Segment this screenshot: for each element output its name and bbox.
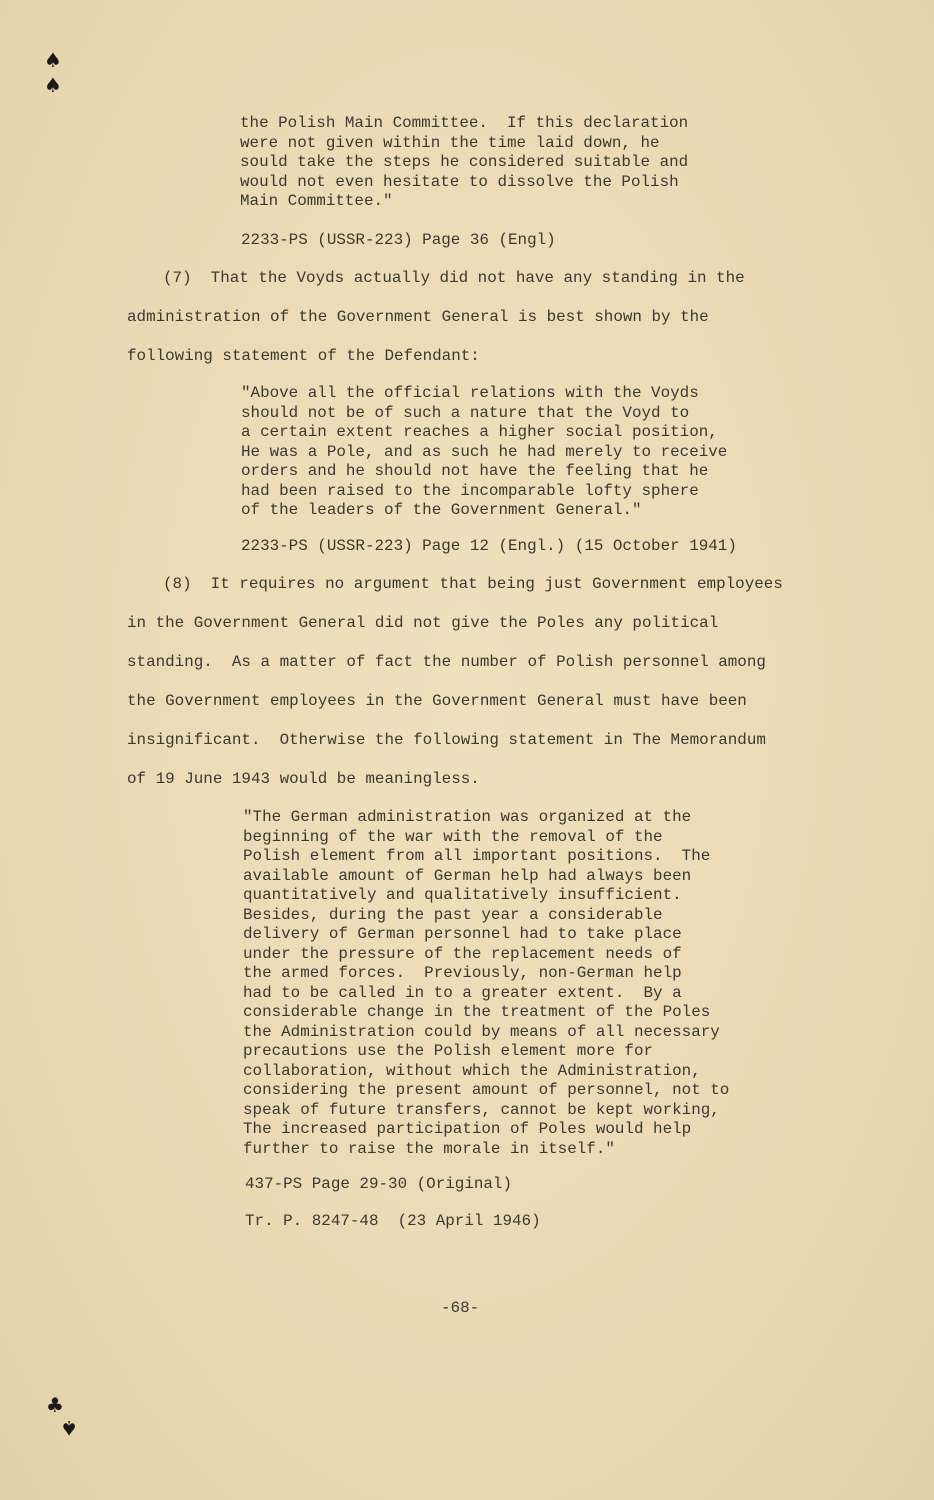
text-line: orders and he should not have the feeling that he — [241, 462, 709, 480]
text-line: insignificant. Otherwise the following statement in The Memorandum — [127, 731, 766, 749]
page-number: -68- — [441, 1299, 480, 1317]
text-line: delivery of German personnel had to take place — [243, 925, 682, 943]
text-line: (7) That the Voyds actually did not have any standing in the — [163, 269, 745, 287]
text-line: Polish element from all important positions. The — [243, 847, 711, 865]
text-line: "The German administration was organized at the — [243, 808, 692, 826]
text-line: would not even hesitate to dissolve the Polish — [240, 172, 679, 191]
text-line: the Government employees in the Government General must have been — [127, 692, 747, 710]
text-line: had been raised to the incomparable lofty sphere — [241, 481, 699, 500]
quote-block-2 — [241, 384, 727, 521]
text-line: following statement of the Defendant: — [127, 347, 480, 365]
text-line: further to raise the morale in itself." — [243, 1139, 615, 1158]
binding-mark-icon: ♣ — [46, 1393, 64, 1417]
text-line: He was a Pole, and as such he had merely to receive — [241, 442, 728, 461]
text-line: precautions use the Polish element more for — [243, 1042, 654, 1060]
text-line: under the pressure of the replacement needs of — [243, 944, 682, 963]
text-line: speak of future transfers, cannot be kept working, — [243, 1100, 720, 1119]
text-line: the Polish Main Committee. If this declaration — [240, 114, 689, 132]
binding-mark-icon: ♠ — [44, 73, 62, 97]
citation-2: 2233-PS (USSR-223) Page 12 (Engl.) (15 October 1941) — [241, 537, 737, 555]
text-line: Main Committee." — [240, 192, 393, 210]
text-line: of the leaders of the Government General." — [241, 501, 642, 519]
text-line: The increased participation of Poles would help — [243, 1120, 692, 1138]
text-line: should not be of such a nature that the Voyd to — [241, 403, 690, 422]
paragraph-8 — [127, 575, 783, 809]
text-line: (8) It requires no argument that being just Government employees — [163, 575, 783, 593]
text-line: considerable change in the treatment of the Poles — [243, 1003, 711, 1021]
text-line: standing. As a matter of fact the number of Polish personnel among — [127, 653, 766, 671]
binding-mark-icon: ♠ — [44, 48, 62, 72]
citation-4: Tr. P. 8247-48 (23 April 1946) — [245, 1212, 541, 1230]
text-line: "Above all the official relations with the Voyds — [241, 384, 699, 402]
text-line: considering the present amount of personnel, not to — [243, 1081, 730, 1099]
text-line: sould take the steps he considered suitable and — [240, 153, 689, 171]
text-line: a certain extent reaches a higher social position, — [241, 423, 718, 441]
quote-block-1 — [240, 114, 688, 212]
text-line: available amount of German help had always been — [243, 866, 692, 885]
citation-3: 437-PS Page 29-30 (Original) — [245, 1175, 513, 1193]
text-line: were not given within the time laid down, he — [240, 133, 660, 152]
citation-1: 2233-PS (USSR-223) Page 36 (Engl) — [241, 231, 556, 249]
text-line: collaboration, without which the Administration, — [243, 1061, 701, 1080]
text-line: of 19 June 1943 would be meaningless. — [127, 770, 480, 788]
text-line: beginning of the war with the removal of the — [243, 827, 663, 846]
text-line: Besides, during the past year a considerable — [243, 905, 663, 924]
text-line: had to be called in to a greater extent. By a — [243, 983, 682, 1002]
text-line: quantitatively and qualitatively insufficient. — [243, 886, 682, 904]
text-line: the Administration could by means of all necessary — [243, 1022, 720, 1041]
paragraph-7 — [127, 269, 745, 386]
text-line: administration of the Government General is best shown by the — [127, 308, 709, 326]
quote-block-3 — [243, 808, 729, 1159]
text-line: in the Government General did not give the Poles any political — [127, 614, 719, 632]
text-line: the armed forces. Previously, non-German help — [243, 964, 682, 982]
binding-mark-icon: ♠ — [60, 1416, 78, 1440]
